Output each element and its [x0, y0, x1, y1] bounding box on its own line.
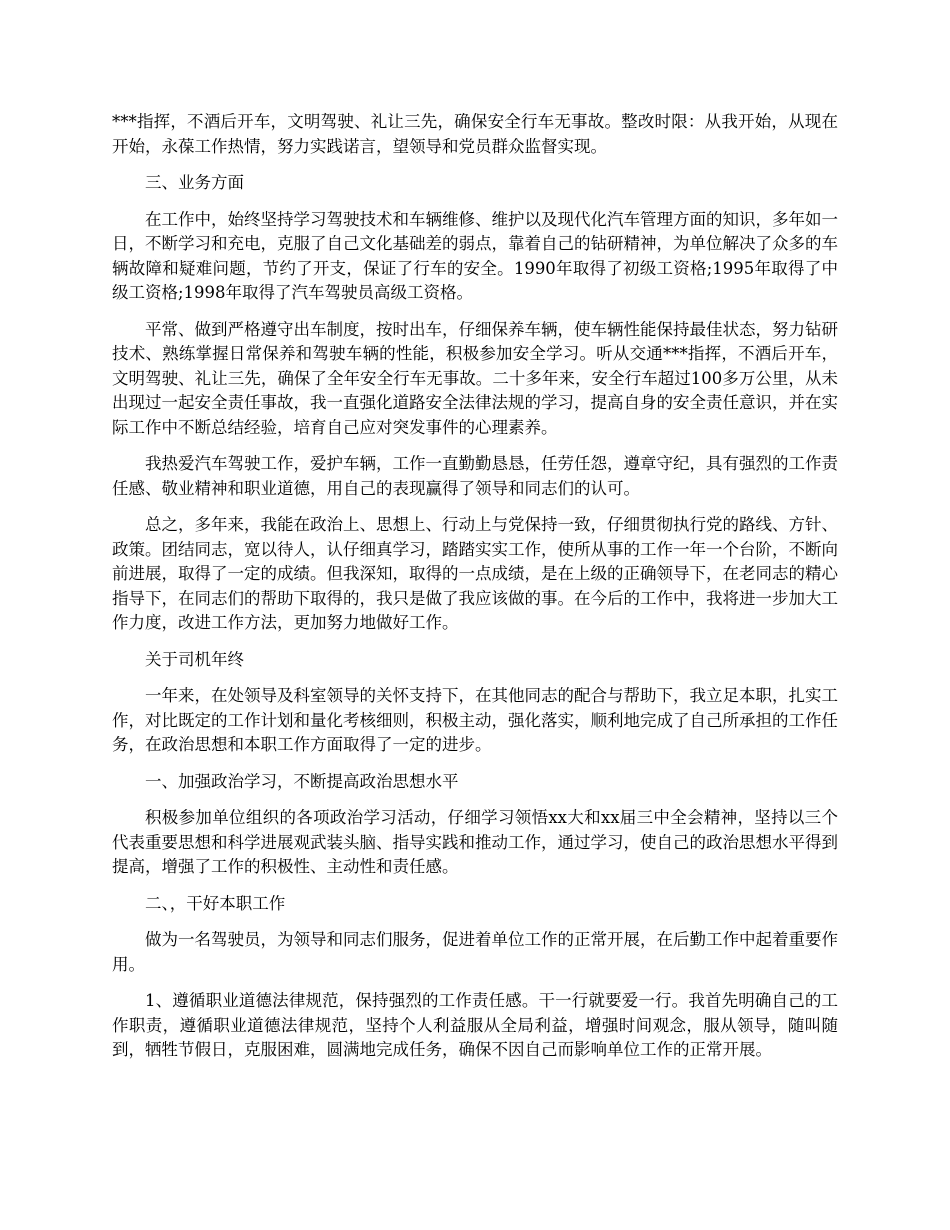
- section-heading-political-study: 一、加强政治学习，不断提高政治思想水平: [145, 771, 459, 791]
- paragraph-3: 在工作中，始终坚持学习驾驶技术和车辆维修、维护以及现代化汽车管理方面的知识，多年如一日，不断学习和充电，克服了自己文化基础差的弱点，靠着自己的钻研精神，为单位解决了众多的车辆故障和疑难问题，节约了开支，保证了行车的安全。1990年取得了初级工资格;1995年取得了中级工资格;1998年取得了汽车驾驶员高级工资格。: [112, 209, 838, 302]
- section-heading-own-work: 二、，干好本职工作: [145, 893, 286, 913]
- paragraph-4: 平常、做到严格遵守出车制度，按时出车，仔细保养车辆，使车辆性能保持最佳状态，努力钻研技术、熟练掌握日常保养和驾驶车辆的性能，积极参加安全学习。听从交通***指挥，不酒后开车，文明驾驶、礼让三先，确保了全年安全行车无事故。二十多年来，安全行车超过100多万公里，从未出现过一起安全责任事故，我一直强化道路安全法律法规的学习，提高自身的安全责任意识，并在实际工作中不断总结经验，培育自己应对突发事件的心理素养。: [112, 319, 838, 437]
- paragraph-12: 做为一名驾驶员，为领导和同志们服务，促进着单位工作的正常开展，在后勤工作中起着重要作用。: [112, 930, 838, 974]
- section-heading-business: 三、业务方面: [145, 173, 244, 192]
- section-heading-year-end: 关于司机年终: [145, 649, 244, 669]
- paragraph-5: 我热爱汽车驾驶工作，爱护车辆，工作一直勤勤恳恳，任劳任怨，遵章守纪，具有强烈的工作责任感、敬业精神和职业道德，用自己的表现赢得了领导和同志们的认可。: [112, 454, 838, 498]
- paragraph-13: 1、遵循职业道德法律规范，保持强烈的工作责任感。干一行就要爱一行。我首先明确自己的工作职责，遵循职业道德法律规范，坚持个人利益服从全局利益，增强时间观念，服从领导，随叫随到，牺牲节假日，克服困难，圆满地完成任务，确保不因自己而影响单位工作的正常开展。: [112, 991, 838, 1059]
- paragraph-8: 一年来，在处领导及科室领导的关怀支持下，在其他同志的配合与帮助下，我立足本职，扎实工作，对比既定的工作计划和量化考核细则，积极主动，强化落实，顺利地完成了自己所承担的工作任务，在政治思想和本职工作方面取得了一定的进步。: [112, 686, 838, 754]
- paragraph-1: ***指挥，不酒后开车，文明驾驶、礼让三先，确保安全行车无事故。整改时限：从我开始，从现在开始，永葆工作热情，努力实践诺言，望领导和党员群众监督实现。: [112, 112, 838, 156]
- paragraph-10: 积极参加单位组织的各项政治学习活动，仔细学习领悟xx大和xx届三中全会精神，坚持以三个代表重要思想和科学进展观武装头脑、指导实践和推动工作，通过学习，使自己的政治思想水平得到提高，增强了工作的积极性、主动性和责任感。: [112, 808, 838, 876]
- paragraph-6: 总之，多年来，我能在政治上、思想上、行动上与党保持一致，仔细贯彻执行党的路线、方针、政策。团结同志，宽以待人，认仔细真学习，踏踏实实工作，使所从事的工作一年一个台阶，不断向前进展，取得了一定的成绩。但我深知，取得的一点成绩，是在上级的正确领导下，在老同志的精心指导下，在同志们的帮助下取得的，我只是做了我应该做的事。在今后的工作中，我将进一步加大工作力度，改进工作方法，更加努力地做好工作。: [112, 515, 838, 632]
- document-body: [112, 110, 838, 1075]
